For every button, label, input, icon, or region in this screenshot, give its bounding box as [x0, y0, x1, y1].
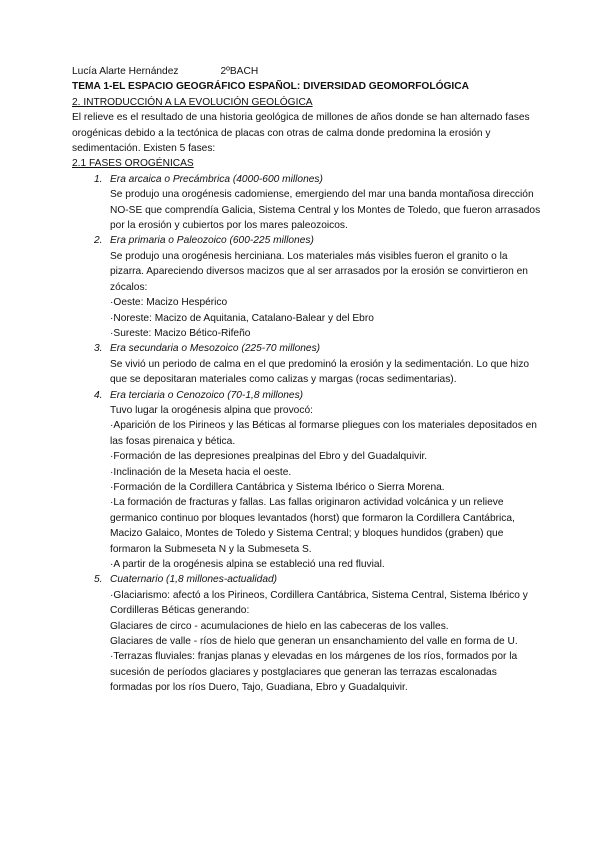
section-heading-2: 2. INTRODUCCIÓN A LA EVOLUCIÓN GEOLÓGICA [72, 96, 313, 108]
era-text: Glaciares de circo - acumulaciones de hielo en las cabeceras de los valles. [110, 620, 449, 632]
era-heading: Era arcaica o Precámbrica (4000-600 millones) [110, 173, 323, 185]
era-text: Glaciares de valle - ríos de hielo que generan un ensanchamiento del valle en forma de U. [110, 636, 518, 648]
era-text: ·Sureste: Macizo Bético-Rifeño [110, 327, 251, 339]
list-item-number: 3. [94, 343, 103, 355]
era-text: ·Formación de las depresiones prealpinas del Ebro y del Guadalquivir. [110, 451, 428, 463]
era-heading: Era secundaria o Mesozoico (225-70 millones) [110, 343, 321, 355]
era-text: ·Aparición de los Pirineos y las Béticas al formarse pliegues con los materiales depositados en las fosas pirenaica y bética. [110, 420, 537, 447]
era-text: ·A partir de la orogénesis alpina se estableció una red fluvial. [110, 559, 385, 570]
era-text: ·Terrazas fluviales: franjas planas y elevadas en los márgenes de los ríos, formados por la sucesión de períodos glaciares y postglaciares que generan las terrazas escalonadas formadas por los ríos Duero, Tajo, Guadiana, Ebro y Guadalquivir. [110, 651, 518, 694]
era-text: ·Glaciarismo: afectó a los Pirineos, Cordillera Cantábrica, Sistema Central, Sistema Ibérico y Cordilleras Béticas generando: [110, 589, 528, 617]
document-header [72, 64, 542, 79]
era-text: ·Inclinación de la Meseta hacia el oeste. [110, 466, 292, 478]
era-list [72, 172, 542, 696]
list-item-number: 4. [94, 389, 103, 401]
era-heading: Era terciaria o Cenozoico (70-1,8 millones) [110, 389, 304, 401]
list-item [72, 388, 542, 573]
list-item-number: 1. [94, 173, 103, 185]
era-heading: Cuaternario (1,8 millones-actualidad) [110, 574, 278, 586]
section-heading-2-1: 2.1 FASES OROGÉNICAS [72, 158, 194, 170]
document-title: TEMA 1-EL ESPACIO GEOGRÁFICO ESPAÑOL: DIVERSIDAD GEOMORFOLÓGICA [72, 81, 469, 93]
list-item [72, 341, 542, 387]
intro-paragraph: El relieve es el resultado de una historia geológica de millones de años donde se han alternado fases orogénicas debido a la tectónica de placas con otras de calma donde predomina la erosión y sedimentación. Existen 5 fases: [72, 112, 530, 155]
author-name: Lucía Alarte Hernández [72, 66, 179, 77]
era-text: ·Formación de la Cordillera Cantábrica y Sistema Ibérico o Sierra Morena. [110, 481, 445, 493]
era-text: Se produjo una orogénesis herciniana. Los materiales más visibles fueron el granito o la pizarra. Apareciendo diversos macizos que al ser arrasados por la erosión se convirtieron en zócalos: [110, 250, 528, 293]
era-text: Tuvo lugar la orogénesis alpina que provocó: [110, 404, 313, 416]
era-text: Se produjo una orogénesis cadomiense, emergiendo del mar una banda montañosa dirección NO-SE que comprendía Galicia, Sistema Central y los Montes de Toledo, que fueron arrasados por la erosión y cubiertos por los mares paleozoicos. [110, 189, 541, 232]
course-label: 2ºBACH [220, 66, 259, 77]
list-item [72, 172, 542, 234]
era-text: ·Oeste: Macizo Hespérico [110, 297, 228, 309]
era-text: Se vivió un periodo de calma en el que predominó la erosión y la sedimentación. Lo que hizo que se depositaran materiales como calizas y margas (rocas sedimentarias). [110, 358, 530, 386]
list-item [72, 572, 542, 695]
era-text: ·Noreste: Macizo de Aquitania, Catalano-Balear y del Ebro [110, 312, 374, 324]
list-item-number: 2. [94, 235, 103, 247]
list-item-number: 5. [94, 574, 103, 586]
list-item [72, 233, 542, 341]
era-text: ·La formación de fracturas y fallas. Las fallas originaron actividad volcánica y un relieve germanico continuo por bloques levantados (horst) que formaron la Cordillera Cantábrica, Macizo Galaico, Montes de Toledo y Sistema Central; y bloques hundidos (graben) que formaron la Submeseta N y la Submeseta S. [110, 497, 515, 555]
document-page [72, 64, 542, 696]
era-heading: Era primaria o Paleozoico (600-225 millones) [110, 235, 314, 247]
